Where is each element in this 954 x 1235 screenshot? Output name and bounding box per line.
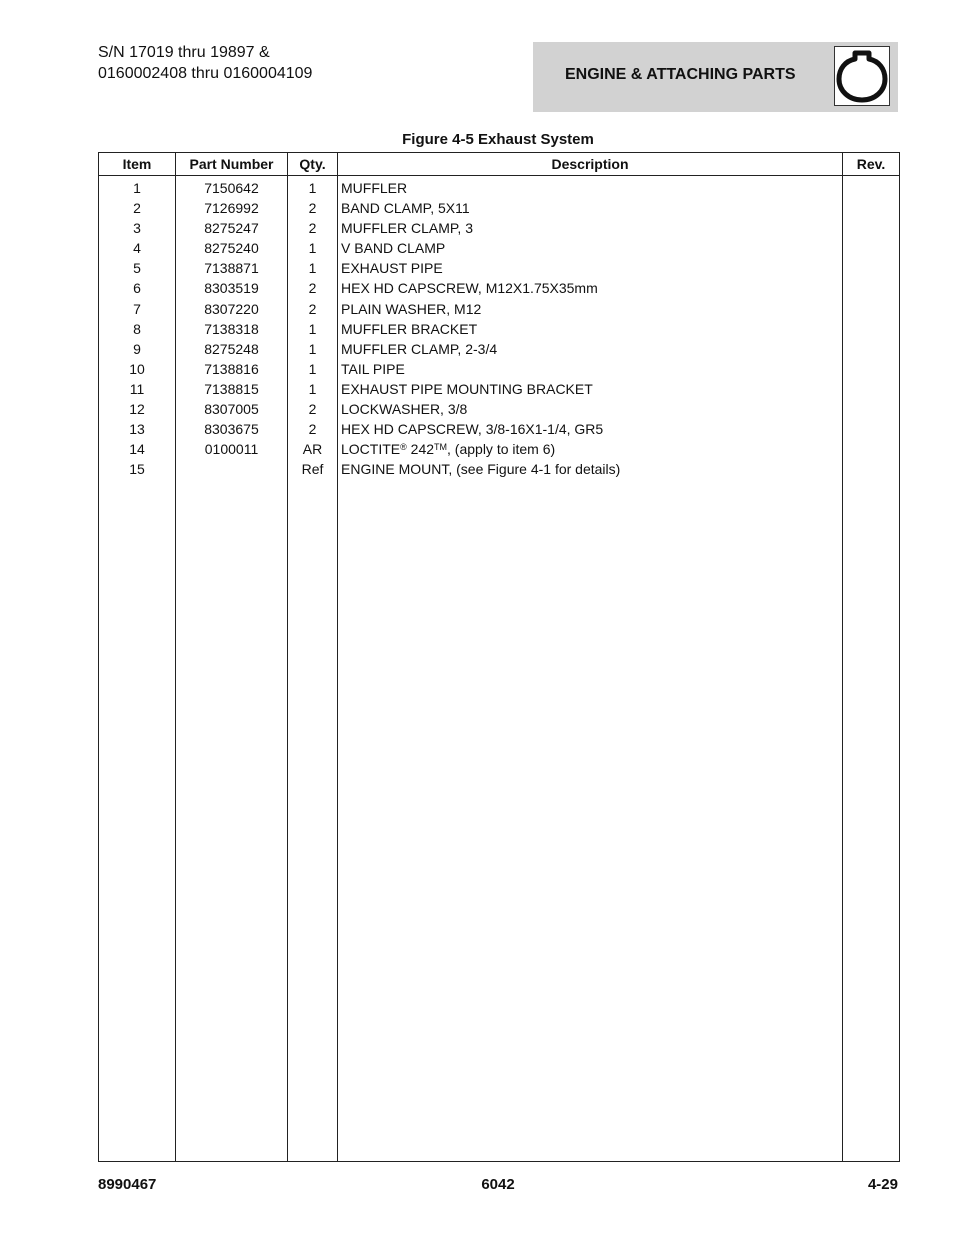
table-row [99,218,900,238]
description-cell: MUFFLER BRACKET [338,319,843,339]
table-header-row [99,153,900,176]
item-cell: 1 [99,176,176,199]
item-cell: 3 [99,218,176,238]
table-row [99,399,900,419]
description-cell [338,439,843,459]
part-number-cell: 7138815 [176,379,288,399]
table-row [99,459,900,479]
column-header-description: Description [338,153,843,176]
rev-cell [843,198,900,218]
rev-cell [843,218,900,238]
item-cell: 2 [99,198,176,218]
item-cell: 9 [99,339,176,359]
qty-cell: 1 [288,176,338,199]
qty-cell: Ref [288,459,338,479]
description-cell: BAND CLAMP, 5X11 [338,198,843,218]
item-cell: 10 [99,359,176,379]
rev-cell [843,399,900,419]
table-row [99,198,900,218]
table-row [99,339,900,359]
description-cell: ENGINE MOUNT, (see Figure 4-1 for details) [338,459,843,479]
table-row [99,319,900,339]
rev-cell [843,278,900,298]
rev-cell [843,339,900,359]
qty-cell: 1 [288,319,338,339]
table-filler-row [99,479,900,1161]
description-text: , (apply to item 6) [447,441,556,458]
column-header-part-number: Part Number [176,153,288,176]
description-cell: EXHAUST PIPE MOUNTING BRACKET [338,379,843,399]
qty-cell: 2 [288,218,338,238]
qty-cell: 1 [288,258,338,278]
part-number-cell: 8303675 [176,419,288,439]
qty-cell: 2 [288,278,338,298]
rev-cell [843,319,900,339]
description-cell: HEX HD CAPSCREW, M12X1.75X35mm [338,278,843,298]
rev-cell [843,459,900,479]
part-number-cell: 0100011 [176,439,288,459]
description-cell: LOCKWASHER, 3/8 [338,399,843,419]
table-row [99,379,900,399]
description-cell: HEX HD CAPSCREW, 3/8-16X1-1/4, GR5 [338,419,843,439]
part-number-cell: 8275248 [176,339,288,359]
rev-cell [843,359,900,379]
description-cell: PLAIN WASHER, M12 [338,299,843,319]
column-header-item: Item [99,153,176,176]
part-number-cell [176,459,288,479]
rev-cell [843,379,900,399]
qty-cell: AR [288,439,338,459]
part-number-cell: 8307005 [176,399,288,419]
part-number-cell: 7126992 [176,198,288,218]
qty-cell: 2 [288,198,338,218]
item-cell: 7 [99,299,176,319]
rev-cell [843,176,900,199]
footer-document-number: 8990467 [98,1176,157,1193]
part-number-cell: 7150642 [176,176,288,199]
description-text: 242 [406,441,435,458]
footer-model-number: 6042 [481,1176,515,1193]
qty-cell: 2 [288,399,338,419]
rev-cell [843,258,900,278]
description-text: LOCTITE [341,441,401,458]
trademark-mark: TM [434,442,448,453]
qty-cell: 1 [288,339,338,359]
part-number-cell: 8303519 [176,278,288,298]
item-cell: 5 [99,258,176,278]
description-cell: EXHAUST PIPE [338,258,843,278]
item-cell: 6 [99,278,176,298]
part-number-cell: 7138816 [176,359,288,379]
part-number-cell: 8275247 [176,218,288,238]
table-row [99,359,900,379]
part-number-cell: 8275240 [176,238,288,258]
serial-number-range [98,42,312,84]
description-cell: V BAND CLAMP [338,238,843,258]
parts-table [98,152,900,1162]
item-cell: 8 [99,319,176,339]
rev-cell [843,238,900,258]
serial-line-2: 0160002408 thru 0160004109 [98,65,313,82]
rev-cell [843,419,900,439]
table-row [99,176,900,199]
rev-cell [843,439,900,459]
engine-icon [834,46,890,106]
section-title: ENGINE & ATTACHING PARTS [565,66,796,83]
registered-mark: ® [400,442,407,453]
qty-cell: 2 [288,419,338,439]
qty-cell: 1 [288,238,338,258]
item-cell: 11 [99,379,176,399]
part-number-cell: 7138871 [176,258,288,278]
qty-cell: 1 [288,379,338,399]
description-cell: MUFFLER [338,176,843,199]
item-cell: 12 [99,399,176,419]
qty-cell: 1 [288,359,338,379]
table-row [99,238,900,258]
footer-page-number: 4-29 [867,1176,898,1193]
table-row [99,278,900,298]
item-cell: 4 [99,238,176,258]
part-number-cell: 7138318 [176,319,288,339]
item-cell: 13 [99,419,176,439]
item-cell: 14 [99,439,176,459]
table-row [99,439,900,459]
description-cell: TAIL PIPE [338,359,843,379]
table-row [99,299,900,319]
qty-cell: 2 [288,299,338,319]
section-header [533,42,898,112]
table-row [99,258,900,278]
rev-cell [843,299,900,319]
figure-title: Figure 4-5 Exhaust System [402,131,594,148]
description-cell: MUFFLER CLAMP, 2-3/4 [338,339,843,359]
table-row [99,419,900,439]
description-cell: MUFFLER CLAMP, 3 [338,218,843,238]
serial-line-1: S/N 17019 thru 19897 & [98,44,270,61]
item-cell: 15 [99,459,176,479]
column-header-rev: Rev. [843,153,900,176]
part-number-cell: 8307220 [176,299,288,319]
column-header-qty: Qty. [288,153,338,176]
